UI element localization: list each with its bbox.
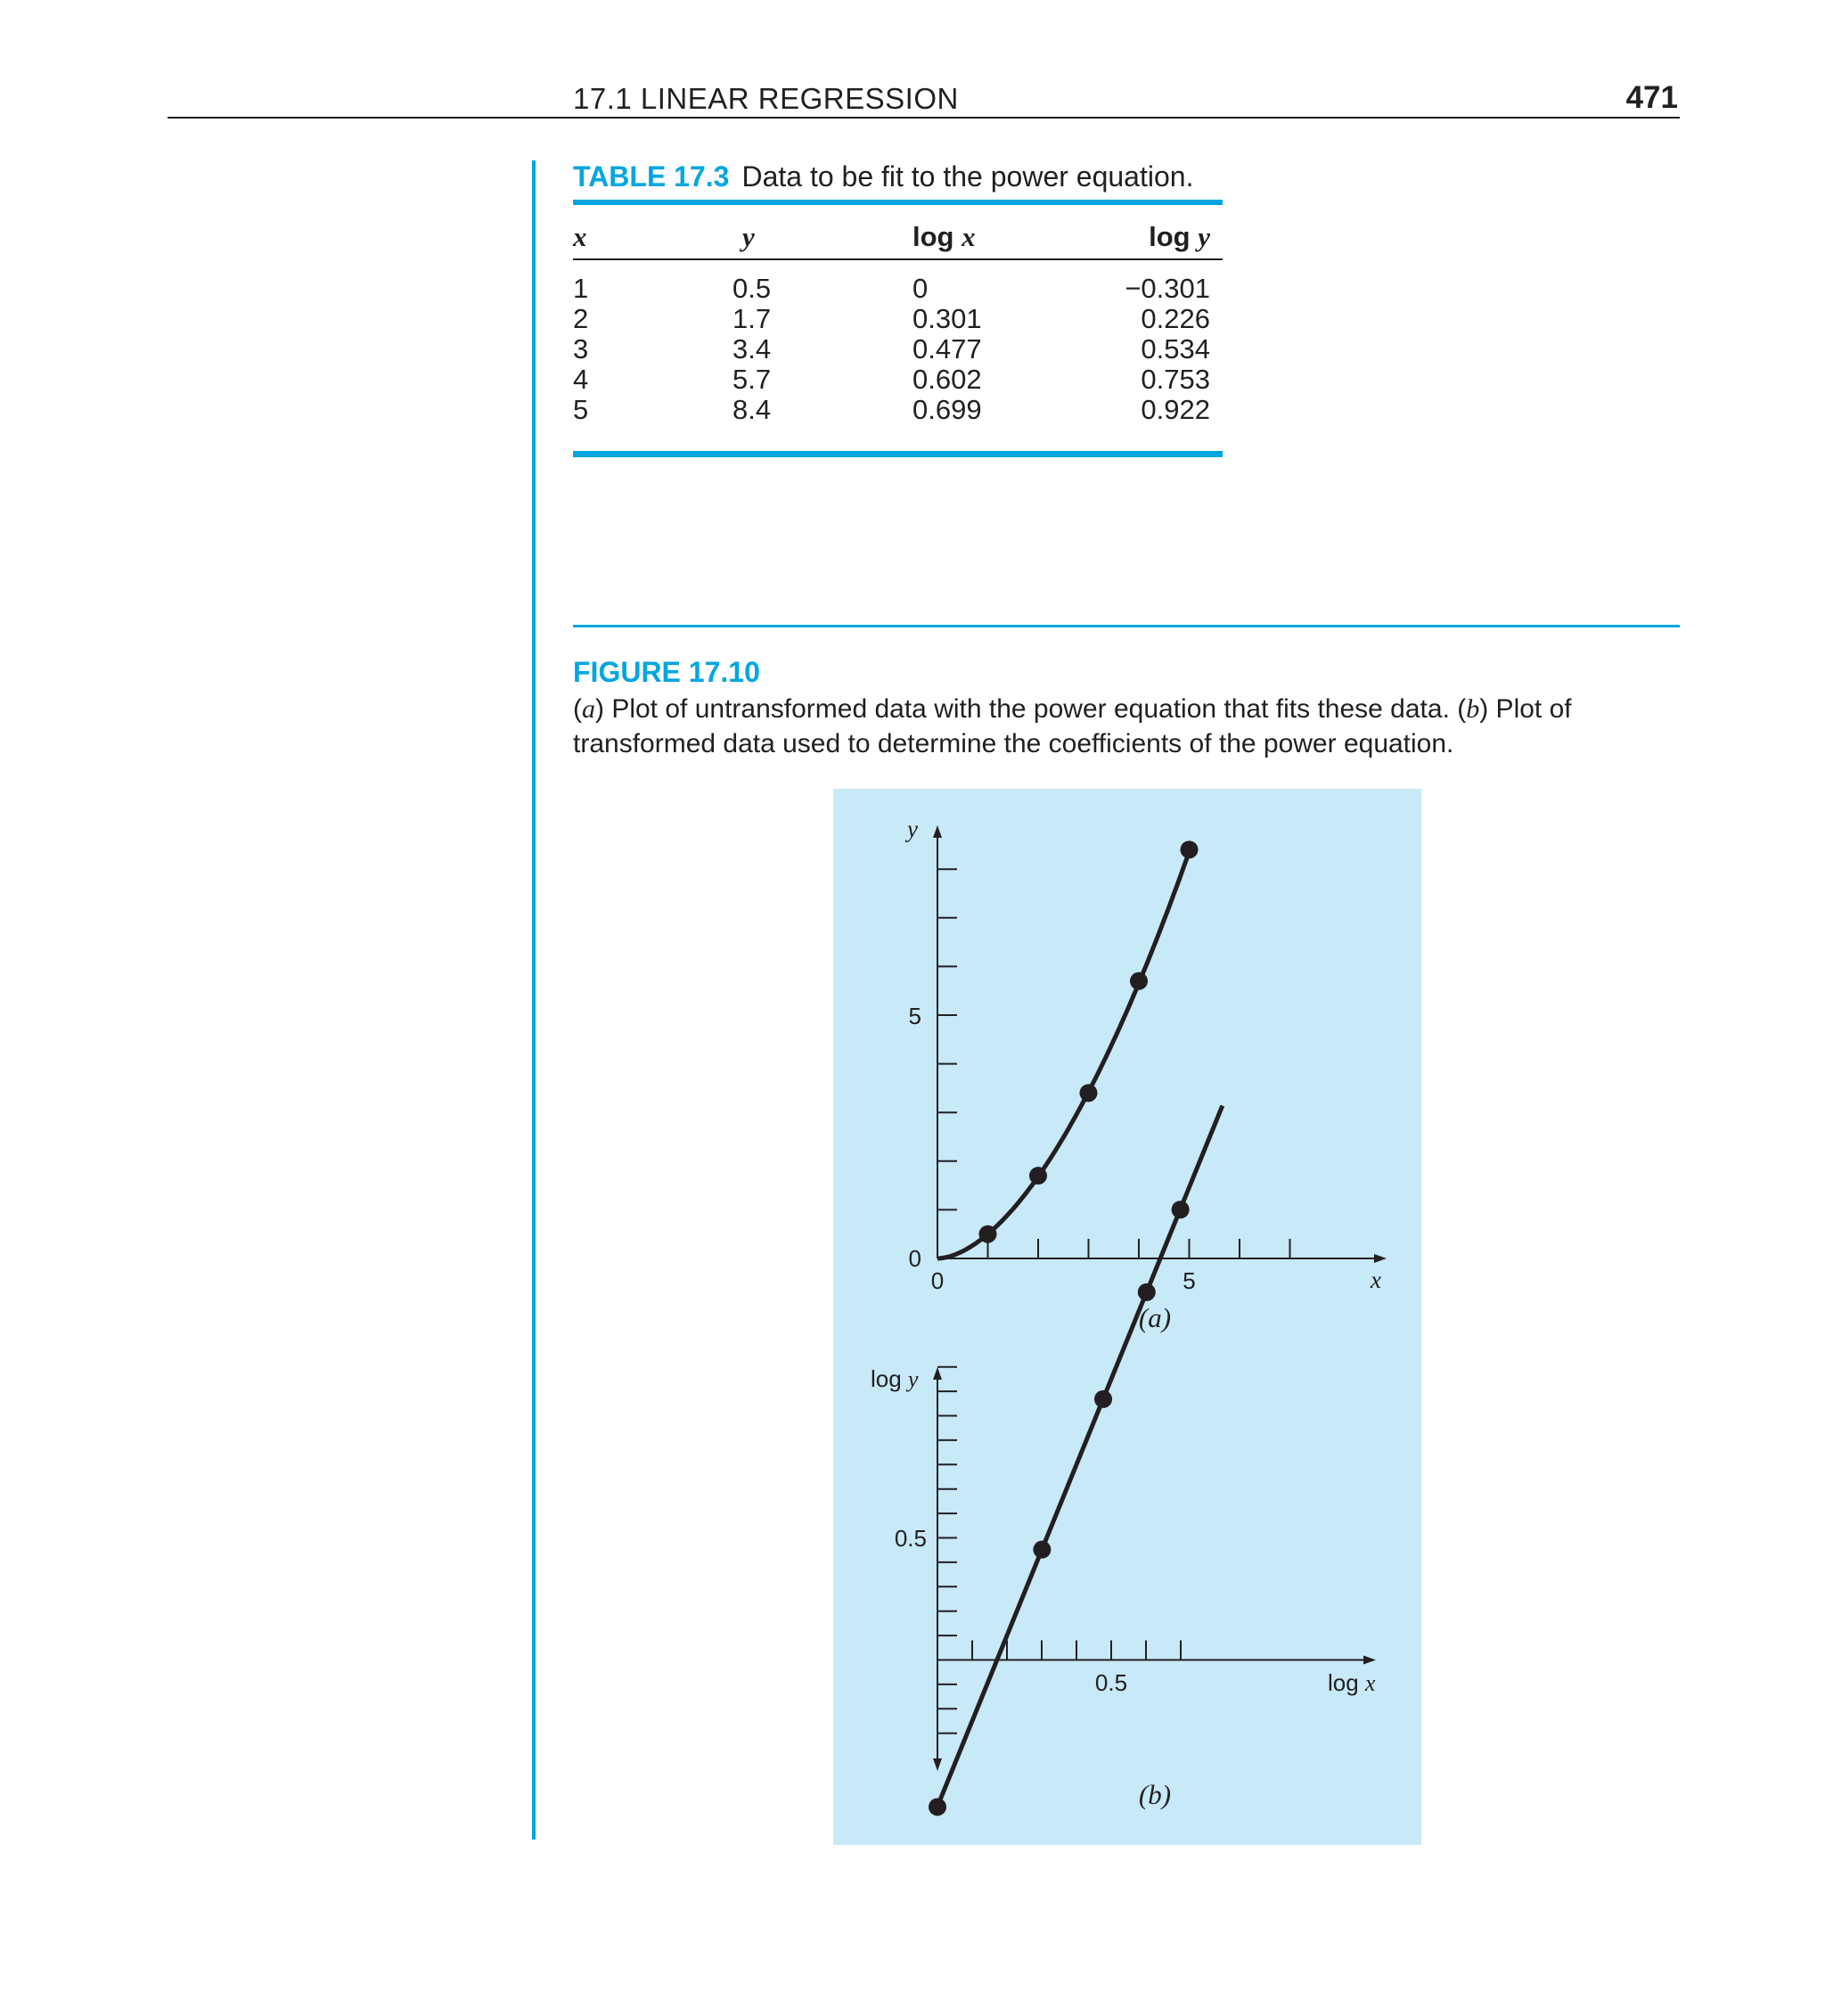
y-axis-arrow xyxy=(933,825,942,838)
table-cell: 2 xyxy=(573,303,589,334)
table-header-y: y xyxy=(742,221,755,252)
table-cell: 3.4 xyxy=(732,333,772,365)
x-axis-label: x xyxy=(1371,1266,1381,1293)
y-axis-arrow-down xyxy=(933,1758,942,1771)
table-title-text: Data to be fit to the power equation. xyxy=(741,160,1194,193)
data-point xyxy=(1130,972,1148,990)
table-cell: 0.5 xyxy=(732,273,772,304)
table-cell: 0 xyxy=(912,273,929,304)
data-point xyxy=(979,1225,997,1243)
x-tick-label: 0.5 xyxy=(1094,1669,1128,1696)
x-axis-arrow xyxy=(1363,1656,1376,1665)
data-point xyxy=(1094,1390,1112,1408)
table-cell: 4 xyxy=(573,364,589,395)
table-label: TABLE 17.3 xyxy=(573,160,730,193)
table-cell: −0.301 xyxy=(1125,273,1210,304)
data-point xyxy=(1033,1541,1051,1559)
data-point xyxy=(1181,840,1199,858)
x-tick-label: 0 xyxy=(930,1267,945,1294)
table-cell: 0.699 xyxy=(912,394,982,425)
table-header-x: x xyxy=(573,221,587,252)
figure-label: FIGURE 17.10 xyxy=(573,656,760,688)
table-cell: 0.477 xyxy=(912,333,982,365)
page-number: 471 xyxy=(1625,80,1678,115)
x-axis-arrow xyxy=(1374,1254,1387,1263)
fit-curve xyxy=(937,852,1190,1258)
table-cell: 3 xyxy=(573,333,589,365)
data-point xyxy=(929,1798,946,1815)
table-header-logy: log y xyxy=(1149,221,1210,252)
table-cell: 5 xyxy=(573,394,589,425)
figure-caption: (a) Plot of untransformed data with the power equation that fits these data. (b) Plot of transformed data used to determine the coefficients of the power equation. xyxy=(573,694,1572,758)
y-axis-arrow xyxy=(933,1367,942,1380)
y-tick-label: 0 xyxy=(908,1245,921,1272)
table-cell: 8.4 xyxy=(732,394,772,425)
table-cell: 0.753 xyxy=(1141,364,1210,395)
table-cell: 0.602 xyxy=(912,364,982,395)
y-tick-label: 0.5 xyxy=(894,1525,927,1552)
running-header-section: 17.1 LINEAR REGRESSION xyxy=(573,82,959,115)
table-cell: 1.7 xyxy=(732,303,772,334)
table-cell: 0.534 xyxy=(1141,333,1210,365)
panel-label-a: (a) xyxy=(1138,1302,1172,1333)
data-point xyxy=(1138,1283,1156,1301)
y-axis-label: y xyxy=(907,815,918,842)
data-point xyxy=(1029,1167,1047,1184)
data-point xyxy=(1172,1201,1190,1218)
table-cell: 0.922 xyxy=(1141,394,1210,425)
panel-label-b: (b) xyxy=(1138,1779,1172,1810)
x-tick-label: 5 xyxy=(1183,1267,1196,1294)
table-cell: 5.7 xyxy=(732,364,772,395)
data-point xyxy=(1080,1084,1098,1102)
y-axis-label: log y xyxy=(871,1365,919,1392)
x-axis-label: log x xyxy=(1328,1669,1376,1696)
table-cell: 0.301 xyxy=(912,303,982,334)
table-header-logx: log x xyxy=(912,221,976,252)
table-cell: 1 xyxy=(573,273,589,304)
table-cell: 0.226 xyxy=(1141,303,1210,334)
y-tick-label: 5 xyxy=(908,1003,921,1029)
